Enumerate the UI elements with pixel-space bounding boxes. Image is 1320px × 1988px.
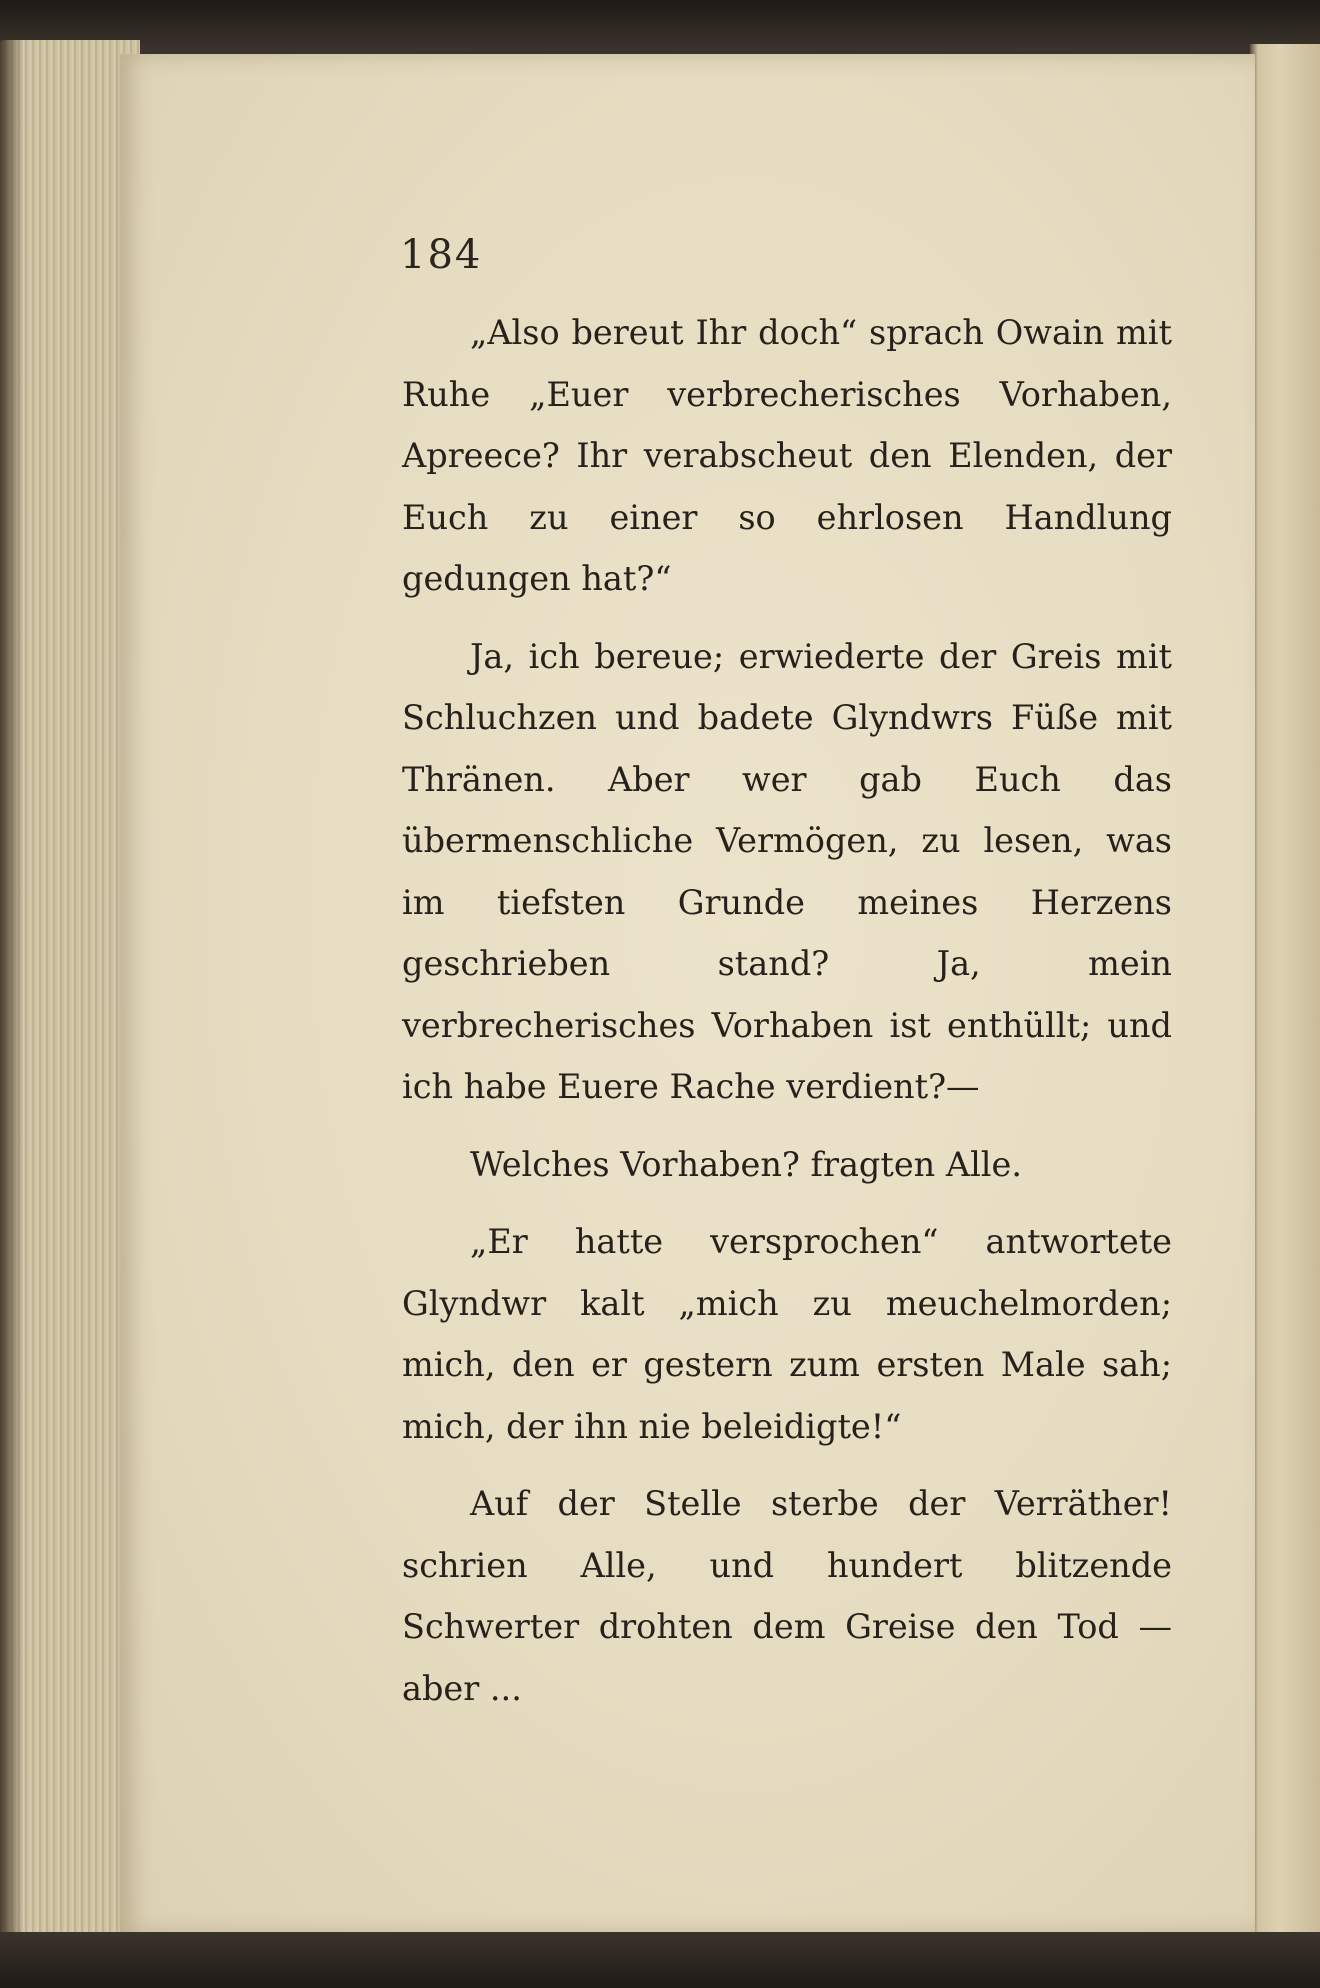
paragraph: „Also bereut Ihr doch“ sprach Owain mit Ruhe „Euer verbrecherisches Vorhaben, Apreece? Ihr verabscheut den Elenden, der Euch zu einer so ehrlosen Handlung gedungen hat?“ [402, 313, 1172, 598]
paragraph: Welches Vorhaben? fragten Alle. [470, 1144, 1022, 1184]
book-binding-bottom [0, 1932, 1320, 1988]
paragraph: Auf der Stelle sterbe der Verräther! schrien Alle, und hundert blitzende Schwerter drohten dem Greise den Tod — aber ... [402, 1484, 1172, 1708]
page-number: 184 [400, 232, 483, 278]
paragraph: „Er hatte versprochen“ antwortete Glyndwr kalt „mich zu meuchelmorden; mich, den er gestern zum ersten Male sah; mich, der ihn nie beleidigte!“ [402, 1222, 1172, 1446]
paragraph: Ja, ich bereue; erwiederte der Greis mit Schluchzen und badete Glyndwrs Füße mit Thränen. Aber wer gab Euch das übermenschliche Vermögen, zu lesen, was im tiefsten Grunde meines Herzens geschrieben stand? Ja, mein verbrecherisches Vorhaben ist enthüllt; und ich habe Euere Rache verdient?— [402, 636, 1172, 1106]
page-edges-shadow [0, 40, 24, 1940]
next-page-edge [1250, 44, 1320, 1944]
book-binding-top [0, 0, 1320, 50]
page-text [402, 302, 1172, 1719]
